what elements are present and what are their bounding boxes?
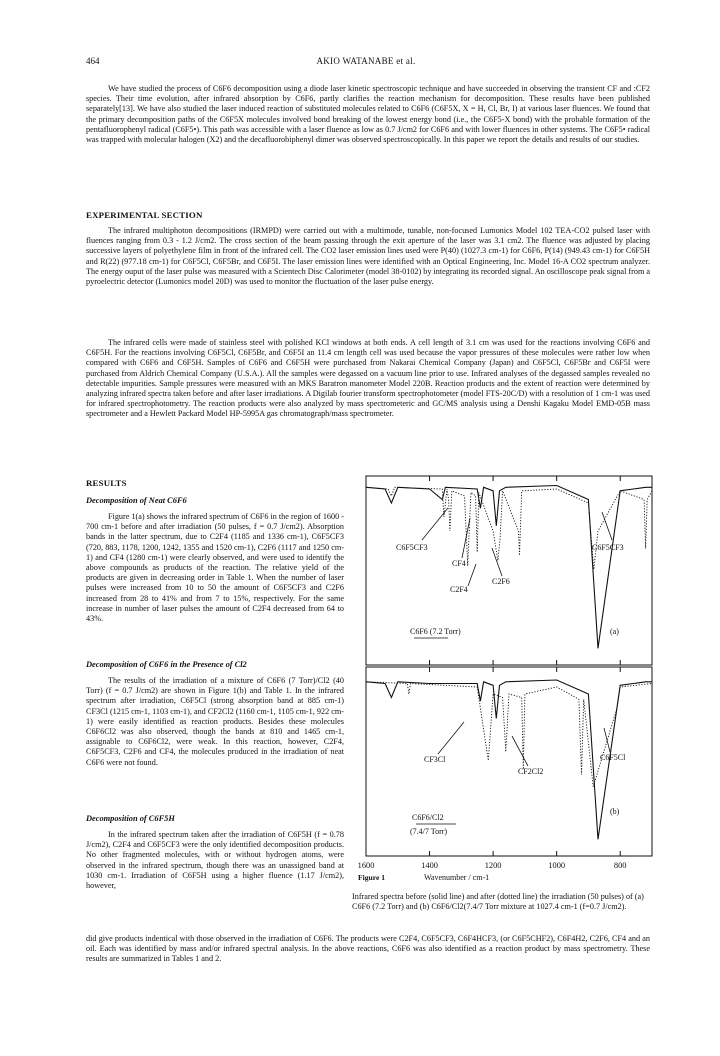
spectrum-dotted-panel-b (366, 682, 652, 787)
label-c2f6: C2F6 (492, 577, 510, 586)
panel-a-label: (a) (610, 627, 619, 636)
results-paragraph-3-continued: did give products indentical with those observed in the irradiation of C6F6. The products were C2F4, C6F5CF3, C6F4HCF3, (or C6F5CHF2), C6F4H2, C2F6, CF4 and an oil. Each was identified by mass and/or infrared spectral analysis. In the above reactions, C6F6 was also identified as a reaction product by mass spectrometry. These results are summarized in Tables 1 and 2. (86, 934, 650, 964)
section-heading-experimental: EXPERIMENTAL SECTION (86, 210, 203, 220)
figure-1-ir-spectra (352, 474, 654, 882)
figure-caption: Infrared spectra before (solid line) and after (dotted line) the irradiation (50 pulses) of (a) C6F6 (7.2 Torr) and (b) C6F6/Cl2(7.4/7 Torr mixture at 1027.4 cm-1 (f=0.7 J/cm2). (352, 892, 644, 912)
experimental-paragraph-2: The infrared cells were made of stainless steel with polished KCl windows at both ends. A cell length of 3.1 cm was used for the reactions involving C6F6 and C6F5H. For the reactions involving C6F5Cl, C6F5Br, and C6F5I an 11.4 cm length cell was used because the vapor pressures of these molecules were rather low when compared with C6F6 and C6F5H. Samples of C6F6 and C6F5H were purchased from Nakarai Chemical Company (Japan) and C6F5Cl, C6F5Br and C6F5I were purchased from Aldrich Chemical Company (U.S.A.). All the samples were degassed on a vacuum line prior to use. Infrared analyses of the degassed samples revealed no detectable impurities. Sample pressures were measured with an MKS Baratron manometer Model 220B. Reaction products and the extent of reaction were determined by analyzing infrared spectra taken before and after laser irradiations. A Digilab fourier transform spectrophotometer (model FTS-20C/D) with a resolution of 1 cm-1 was used for infrared spectrophotometry. The reaction products were also analyzed by mass spectrometeric and GC/MS analysis using a Denshi Kagaku Model EMD-05B mass spectrometer and a Hewlett Packard Model HP-5995A gas chromatograph/mass spectrometer. (86, 338, 650, 419)
label-c6f5cl: C6F5Cl (600, 753, 626, 762)
page-number: 464 (86, 56, 100, 66)
x-tick-1400: 1400 (421, 861, 438, 870)
subsection-heading-c6f5h: Decomposition of C6F5H (86, 814, 175, 823)
label-cf3cl: CF3Cl (424, 755, 446, 764)
subsection-heading-neat-c6f6: Decomposition of Neat C6F6 (86, 496, 187, 505)
label-cf2cl2: CF2Cl2 (518, 767, 544, 776)
x-axis-label: Wavenumber / cm-1 (424, 873, 490, 882)
panel-b-pressure: (7.4/7 Torr) (410, 827, 448, 836)
figure-caption-title: Figure 1 (358, 873, 386, 882)
results-paragraph-3: In the infrared spectrum taken after the irradiation of C6F5H (f = 0.78 J/cm2), C2F4 and C6F5CF3 were the only identified decomposition products. No other fragmented molecules, with or without hydrogen atoms, were observed in the infrared spectrum, though there was an unassigned band at 1030 cm-1. Irradiation of C6F5H using a higher fluence (1.17 J/cm2), however, (86, 830, 344, 891)
experimental-paragraph-1: The infrared multiphoton decompositions (IRMPD) were carried out with a multimode, tunable, non-focused Lumonics Model 102 TEA-CO2 pulsed laser with fluences ranging from 0.3 - 1.2 J/cm2. The cross section of the beam passing through the exit aperture of the laser was 3.1 cm2. The fluence was adjusted by placing successive layers of polyethylene film in front of the infrared cell. The CO2 laser emission lines used were P(40) (1027.3 cm-1) for C6F6, P(14) (949.43 cm-1) for C6F5H and R(22) (977.18 cm-1) for C6F5Cl, C6F5Br, and C6F5I. The laser emission lines were identified with an Optical Engineering, Inc. Model 16-A CO2 spectrum analyzer. The energy ouput of the laser pulse was measured with a Scientech Disc Calorimeter (model 38-0102) by integrating its recorded signal. An oscilloscope peak signal from a pyroelectric detector (Lumonics model 20D) was used to monitor the fluctuation of the laser pulse energy. (86, 226, 650, 287)
x-tick-1200: 1200 (484, 861, 502, 870)
label-c2f4: C2F4 (450, 585, 468, 594)
results-paragraph-1: Figure 1(a) shows the infrared spectrum of C6F6 in the region of 1600 - 700 cm-1 before and after irradiation (50 pulses, f = 0.7 J/cm2). Absorption bands in the latter spectrum, due to C2F4 (1185 and 1336 cm-1), C6F5CF3 (720, 883, 1178, 1200, 1242, 1355 and 1520 cm-1), C2F6 (1117 and 1250 cm-1) and CF4 (1280 cm-1) were clearly observed, and were used to identify the above compounds as products of the reaction. The relative yield of the products are given in decreasing order in Table 1. When the number of laser pulses were increased from 10 to 50 the amount of C6F5CF3 and C2F6 increased from 28 to 41% and from 7 to 15%, respectively. For the same increase in number of laser pulses the amount of C2F4 decreased from 64 to 43%. (86, 512, 344, 624)
label-c6f5cf3-right: C6F5CF3 (592, 543, 624, 552)
label-c6f5cf3-left: C6F5CF3 (396, 543, 428, 552)
spectrum-solid-panel-a (366, 486, 652, 649)
panel-b-label: (b) (610, 807, 620, 816)
running-head: AKIO WATANABE et al. (316, 56, 416, 66)
x-tick-1000: 1000 (548, 861, 566, 870)
intro-paragraph: We have studied the process of C6F6 decomposition using a diode laser kinetic spectroscopic technique and have succeeded in observing the transient CF and :CF2 species. Their time evolution, after infrared absorption by C6F6, partly clarifies the reaction mechanism for decomposition. These results have been published separately[13]. We have also studied the laser induced reaction of substituted molecules related to C6F6 (C6F5X, X = H, Cl, Br, I) at various laser fluences. We found that the primary decomposition paths of the C6F5X molecules involved bond breaking of the lowest energy bond (i.e., the C6F5-X bond) with the probable formation of the pentafluorophenyl radical (C6F5•). This path was accessible with a laser fluence as low as 0.7 J/cm2 for C6F6 and with lower fluences in other systems. The C6F5• radical was trapped with molecular halogen (X2) and the decafluorobiphenyl dimer was observed spectroscopically. In this paper we report the details and results of our studies. (86, 84, 650, 145)
label-cf4: CF4 (452, 559, 466, 568)
panel-b-sample: C6F6/Cl2 (412, 813, 444, 822)
spectrum-dotted-panel-a (366, 487, 652, 569)
x-tick-800: 800 (613, 861, 627, 870)
x-tick-1600: 1600 (357, 861, 375, 870)
panel-a-sample: C6F6 (7.2 Torr) (410, 627, 461, 636)
section-heading-results: RESULTS (86, 478, 127, 488)
subsection-heading-cl2: Decomposition of C6F6 in the Presence of Cl2 (86, 660, 247, 669)
results-paragraph-2: The results of the irradiation of a mixture of C6F6 (7 Torr)/Cl2 (40 Torr) (f = 0.7 J/cm2) are shown in Figure 1(b) and Table 1. In the infrared spectrum after irradiation, C6F5Cl (strong absorption band at 885 cm-1) CF3Cl (1215 cm-1, 1103 cm-1), and CF2Cl2 (1160 cm-1, 1105 cm-1, 922 cm-1) were easily identified as reaction products. Besides these molecules C6F6Cl2 was also observed, though the bands at 810 and 1465 cm-1, assignable to C6F6Cl2, were weak. In this reaction, however, C2F4, C6F5CF3, C2F6 and CF4, the molecules produced in the irradiation of neat C6F6 were not found. (86, 676, 344, 767)
